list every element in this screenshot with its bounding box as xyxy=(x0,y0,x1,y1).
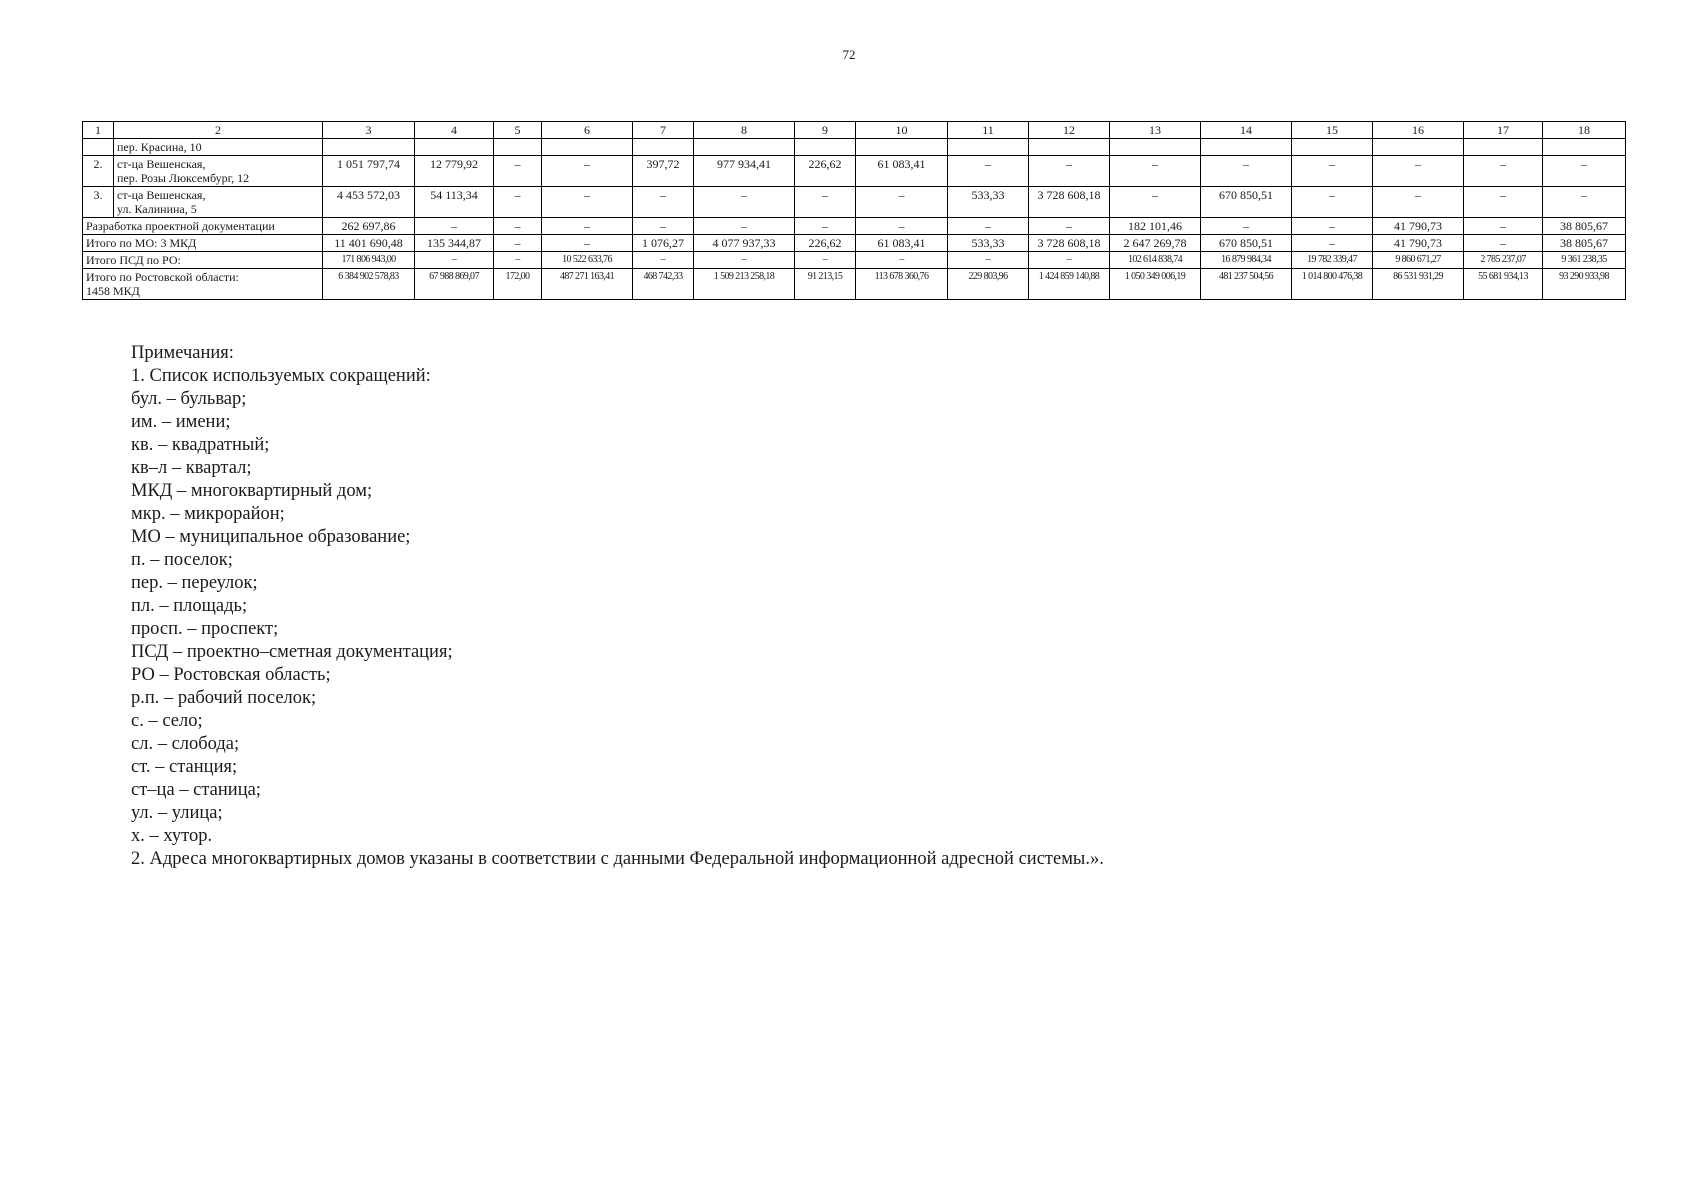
abbreviation-item: МКД – многоквартирный дом; xyxy=(131,481,373,501)
value-cell: 91 213,15 xyxy=(795,269,856,300)
value-cell: – xyxy=(1373,156,1464,187)
value-cell: 1 014 800 476,38 xyxy=(1292,269,1373,300)
value-cell: – xyxy=(856,252,948,269)
column-number-cell: 12 xyxy=(1029,122,1110,139)
value-cell: 2 785 237,07 xyxy=(1464,252,1543,269)
value-cell xyxy=(1292,139,1373,156)
value-cell: 9 361 238,35 xyxy=(1543,252,1626,269)
value-cell: – xyxy=(1464,156,1543,187)
value-cell: 61 083,41 xyxy=(856,235,948,252)
notes-section xyxy=(131,342,1581,871)
value-cell: 38 805,67 xyxy=(1543,218,1626,235)
value-cell: 182 101,46 xyxy=(1110,218,1201,235)
column-number-cell: 17 xyxy=(1464,122,1543,139)
value-cell: – xyxy=(856,187,948,218)
value-cell: 6 384 902 578,83 xyxy=(323,269,415,300)
abbreviations-list xyxy=(131,388,1581,848)
value-cell: 3 728 608,18 xyxy=(1029,187,1110,218)
abbreviation-item: ст. – станция; xyxy=(131,757,238,777)
summary-label-extra: 1458 МКД xyxy=(86,284,140,298)
column-number-cell: 15 xyxy=(1292,122,1373,139)
value-cell: – xyxy=(795,218,856,235)
value-cell: 113 678 360,76 xyxy=(856,269,948,300)
value-cell: 4 077 937,33 xyxy=(694,235,795,252)
value-cell: 1 051 797,74 xyxy=(323,156,415,187)
address-line: ст-ца Вешенская, xyxy=(117,188,206,202)
value-cell xyxy=(856,139,948,156)
row-number-cell: 2. xyxy=(83,156,114,187)
value-cell: 262 697,86 xyxy=(323,218,415,235)
column-number-cell: 16 xyxy=(1373,122,1464,139)
column-number-cell: 4 xyxy=(415,122,494,139)
value-cell: 533,33 xyxy=(948,187,1029,218)
value-cell: 135 344,87 xyxy=(415,235,494,252)
column-number-cell: 1 xyxy=(83,122,114,139)
value-cell: – xyxy=(694,252,795,269)
value-cell xyxy=(1373,139,1464,156)
value-cell xyxy=(694,139,795,156)
value-cell: – xyxy=(415,218,494,235)
value-cell: – xyxy=(494,218,542,235)
abbreviation-item: ул. – улица; xyxy=(131,803,223,823)
value-cell: 38 805,67 xyxy=(1543,235,1626,252)
table-row xyxy=(83,187,1626,218)
column-number-cell: 18 xyxy=(1543,122,1626,139)
value-cell: 226,62 xyxy=(795,156,856,187)
value-cell: – xyxy=(494,187,542,218)
value-cell: – xyxy=(1464,218,1543,235)
value-cell: – xyxy=(542,235,633,252)
row-number-cell: 3. xyxy=(83,187,114,218)
abbreviation-item: ПСД – проектно–сметная документация; xyxy=(131,642,453,662)
value-cell: 670 850,51 xyxy=(1201,235,1292,252)
value-cell: 61 083,41 xyxy=(856,156,948,187)
value-cell: 4 453 572,03 xyxy=(323,187,415,218)
column-number-cell: 2 xyxy=(114,122,323,139)
address-cell xyxy=(114,156,323,187)
value-cell xyxy=(1464,139,1543,156)
summary-row xyxy=(83,269,1626,300)
value-cell: – xyxy=(948,156,1029,187)
value-cell: 487 271 163,41 xyxy=(542,269,633,300)
value-cell: – xyxy=(633,218,694,235)
value-cell: – xyxy=(948,218,1029,235)
address-line: пер. Красина, 10 xyxy=(117,140,202,154)
value-cell xyxy=(795,139,856,156)
column-number-cell: 14 xyxy=(1201,122,1292,139)
summary-label: Итого по МО: 3 МКД xyxy=(86,236,197,250)
value-cell: 481 237 504,56 xyxy=(1201,269,1292,300)
value-cell: 16 879 984,34 xyxy=(1201,252,1292,269)
value-cell: – xyxy=(795,187,856,218)
column-number-cell: 3 xyxy=(323,122,415,139)
value-cell xyxy=(633,139,694,156)
value-cell: – xyxy=(1292,218,1373,235)
address-cell xyxy=(114,139,323,156)
abbreviation-item: просп. – проспект; xyxy=(131,619,279,639)
abbreviation-item: РО – Ростовская область; xyxy=(131,665,331,685)
column-number-cell: 7 xyxy=(633,122,694,139)
column-number-cell: 9 xyxy=(795,122,856,139)
value-cell: 229 803,96 xyxy=(948,269,1029,300)
value-cell: 41 790,73 xyxy=(1373,218,1464,235)
value-cell: – xyxy=(1110,156,1201,187)
abbreviation-item: бул. – бульвар; xyxy=(131,389,247,409)
summary-row xyxy=(83,252,1626,269)
abbreviation-item: МО – муниципальное образование; xyxy=(131,527,411,547)
value-cell xyxy=(1110,139,1201,156)
value-cell: – xyxy=(1543,187,1626,218)
value-cell xyxy=(323,139,415,156)
value-cell xyxy=(1543,139,1626,156)
value-cell: 1 509 213 258,18 xyxy=(694,269,795,300)
abbreviation-item: им. – имени; xyxy=(131,412,231,432)
value-cell: – xyxy=(856,218,948,235)
value-cell: 11 401 690,48 xyxy=(323,235,415,252)
value-cell xyxy=(542,139,633,156)
value-cell: 12 779,92 xyxy=(415,156,494,187)
column-number-cell: 5 xyxy=(494,122,542,139)
data-table xyxy=(82,121,1626,300)
value-cell: 54 113,34 xyxy=(415,187,494,218)
value-cell: 19 782 339,47 xyxy=(1292,252,1373,269)
summary-label: Разработка проектной документации xyxy=(86,219,275,233)
column-number-cell: 13 xyxy=(1110,122,1201,139)
value-cell xyxy=(948,139,1029,156)
abbreviation-item: с. – село; xyxy=(131,711,203,731)
column-number-cell: 8 xyxy=(694,122,795,139)
abbreviation-item: р.п. – рабочий поселок; xyxy=(131,688,317,708)
value-cell xyxy=(1201,139,1292,156)
value-cell: – xyxy=(633,252,694,269)
value-cell: 468 742,33 xyxy=(633,269,694,300)
row-number-cell xyxy=(83,139,114,156)
value-cell: – xyxy=(1464,187,1543,218)
summary-label: Итого по Ростовской области: xyxy=(86,270,239,284)
table-header-row xyxy=(83,122,1626,139)
address-cell xyxy=(114,187,323,218)
value-cell: – xyxy=(1292,235,1373,252)
value-cell: 93 290 933,98 xyxy=(1543,269,1626,300)
notes-title: Примечания: xyxy=(131,343,234,363)
value-cell: 1 076,27 xyxy=(633,235,694,252)
abbreviation-item: ст–ца – станица; xyxy=(131,780,261,800)
abbreviation-item: сл. – слобода; xyxy=(131,734,240,754)
value-cell: 977 934,41 xyxy=(694,156,795,187)
value-cell: – xyxy=(694,187,795,218)
column-number-cell: 10 xyxy=(856,122,948,139)
value-cell: – xyxy=(795,252,856,269)
value-cell: – xyxy=(542,156,633,187)
address-line: ул. Калинина, 5 xyxy=(117,202,197,216)
summary-label-cell xyxy=(83,235,323,252)
column-number-cell: 6 xyxy=(542,122,633,139)
value-cell xyxy=(1029,139,1110,156)
value-cell: – xyxy=(1110,187,1201,218)
value-cell: 397,72 xyxy=(633,156,694,187)
value-cell: – xyxy=(542,218,633,235)
value-cell: 226,62 xyxy=(795,235,856,252)
table-row xyxy=(83,139,1626,156)
abbreviation-item: п. – поселок; xyxy=(131,550,233,570)
abbreviation-item: пер. – переулок; xyxy=(131,573,258,593)
value-cell: – xyxy=(1543,156,1626,187)
value-cell: 533,33 xyxy=(948,235,1029,252)
value-cell: – xyxy=(415,252,494,269)
value-cell: 3 728 608,18 xyxy=(1029,235,1110,252)
value-cell: – xyxy=(1292,187,1373,218)
value-cell: 2 647 269,78 xyxy=(1110,235,1201,252)
abbreviation-item: кв. – квадратный; xyxy=(131,435,270,455)
value-cell: – xyxy=(1464,235,1543,252)
value-cell: – xyxy=(542,187,633,218)
value-cell: 670 850,51 xyxy=(1201,187,1292,218)
summary-row xyxy=(83,235,1626,252)
value-cell: 1 050 349 006,19 xyxy=(1110,269,1201,300)
value-cell: – xyxy=(1201,156,1292,187)
value-cell: 9 860 671,27 xyxy=(1373,252,1464,269)
abbreviation-item: пл. – площадь; xyxy=(131,596,248,616)
summary-row xyxy=(83,218,1626,235)
value-cell: 171 806 943,00 xyxy=(323,252,415,269)
value-cell: 55 681 934,13 xyxy=(1464,269,1543,300)
table-row xyxy=(83,156,1626,187)
value-cell: – xyxy=(494,252,542,269)
abbreviation-item: мкр. – микрорайон; xyxy=(131,504,285,524)
summary-label-cell xyxy=(83,218,323,235)
abbreviation-item: кв–л – квартал; xyxy=(131,458,252,478)
value-cell: 102 614 838,74 xyxy=(1110,252,1201,269)
value-cell: – xyxy=(494,156,542,187)
value-cell: 172,00 xyxy=(494,269,542,300)
value-cell: 41 790,73 xyxy=(1373,235,1464,252)
value-cell: 86 531 931,29 xyxy=(1373,269,1464,300)
value-cell: – xyxy=(1373,187,1464,218)
value-cell: 67 988 869,07 xyxy=(415,269,494,300)
value-cell: – xyxy=(633,187,694,218)
abbreviation-item: х. – хутор. xyxy=(131,826,213,846)
page-number: 72 xyxy=(842,47,856,62)
summary-label-cell xyxy=(83,252,323,269)
note-addresses: 2. Адреса многоквартирных домов указаны в соответствии с данными Федеральной информационной адресной системы.». xyxy=(131,849,1104,869)
address-line: ст-ца Вешенская, xyxy=(117,157,206,171)
summary-label: Итого ПСД по РО: xyxy=(86,253,181,267)
summary-label-cell xyxy=(83,269,323,300)
value-cell: – xyxy=(1029,156,1110,187)
value-cell: – xyxy=(1201,218,1292,235)
value-cell: 10 522 633,76 xyxy=(542,252,633,269)
value-cell: – xyxy=(494,235,542,252)
address-line: пер. Розы Люксембург, 12 xyxy=(117,171,250,185)
value-cell: – xyxy=(694,218,795,235)
value-cell: – xyxy=(948,252,1029,269)
value-cell: – xyxy=(1029,252,1110,269)
value-cell: – xyxy=(1292,156,1373,187)
value-cell xyxy=(494,139,542,156)
abbreviations-heading: 1. Список используемых сокращений: xyxy=(131,366,431,386)
column-number-cell: 11 xyxy=(948,122,1029,139)
value-cell: 1 424 859 140,88 xyxy=(1029,269,1110,300)
value-cell xyxy=(415,139,494,156)
value-cell: – xyxy=(1029,218,1110,235)
